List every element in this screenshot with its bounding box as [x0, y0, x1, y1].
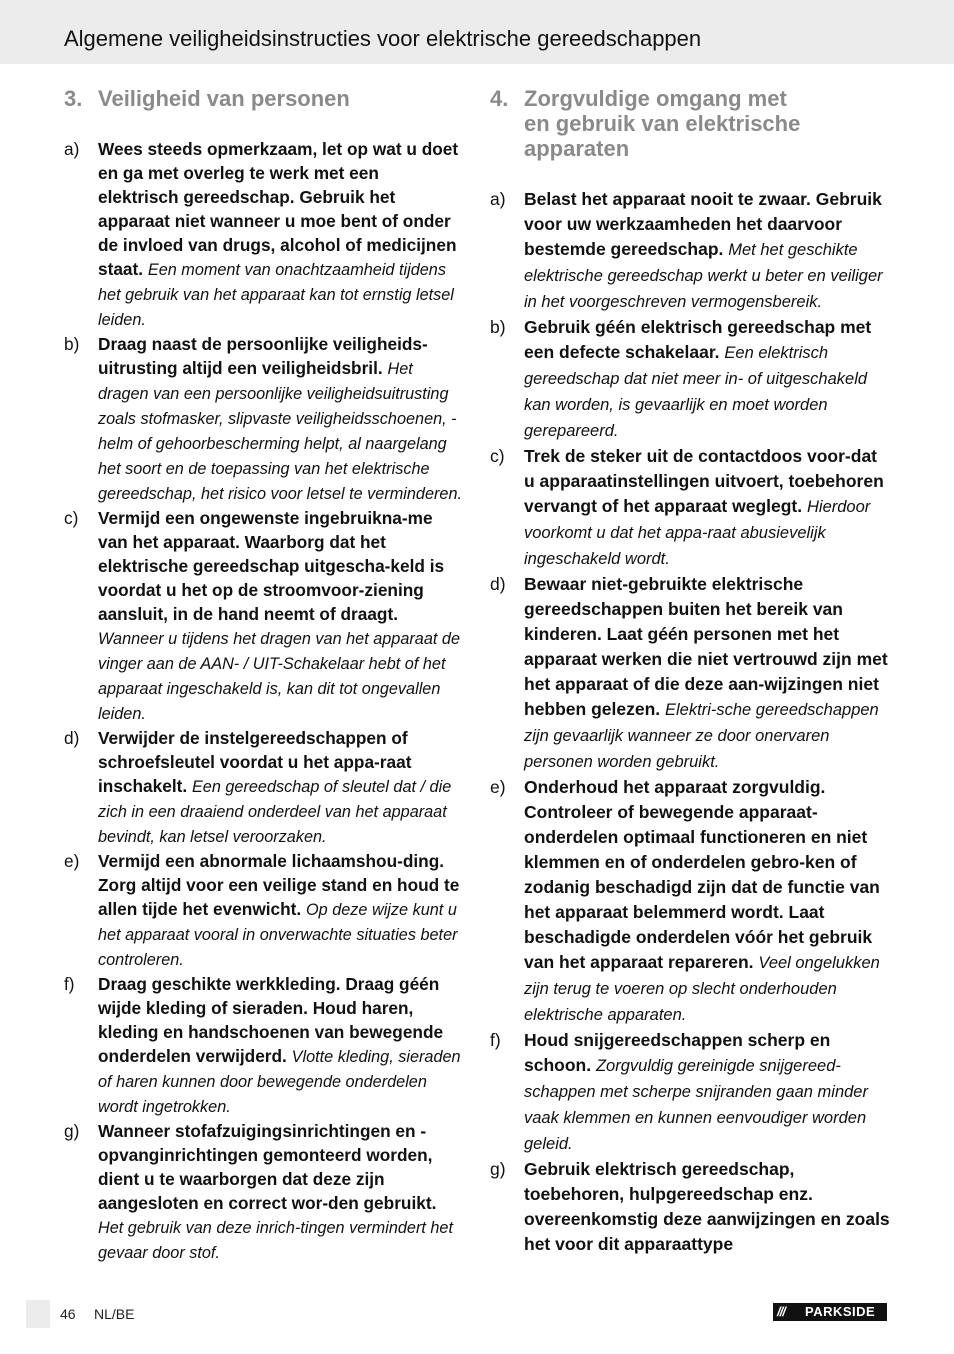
item-label: b) [64, 334, 80, 354]
item-label: e) [490, 777, 506, 797]
brand-logo [773, 1303, 887, 1321]
item-bold-text: Bewaar niet-gebruikte elektrische gereedschappen buiten het bereik van kinderen. Laat géén personen met het apparaat werken die niet vertrouwd zijn met het apparaat of die deze aan-wijzingen niet hebben gelezen. [524, 574, 888, 719]
list-item [490, 1028, 892, 1157]
item-bold-text: Houd snijgereedschappen scherp en schoon. [524, 1030, 831, 1075]
item-italic-text: Wanneer u tijdens het dragen van het apparaat de vinger aan de AAN- / UIT-Schakelaar hebt of het apparaat ingeschakeld is, kan dit tot ongevallen leiden. [98, 630, 460, 723]
right-column [490, 187, 892, 1258]
item-italic-text: Elektri-sche gereedschappen zijn gevaarlijk wanneer ze door onervaren personen worden gebruikt. [524, 701, 879, 771]
section-heading-personal-safety [64, 86, 434, 112]
item-label: b) [490, 317, 506, 337]
section-number: 4. [490, 86, 509, 111]
list-item [64, 972, 464, 1119]
item-bold-text: Trek de steker uit de contactdoos voor-dat u apparaatinstellingen uitvoert, toebehoren vervangt of het apparaat weglegt. [524, 446, 884, 516]
item-italic-text: Een elektrisch gereedschap dat niet meer in- of uitgeschakeld kan worden, is gevaarlijk en moet worden gerepareerd. [524, 344, 868, 440]
section-title: Zorgvuldige omgang met en gebruik van elektrische apparaten [524, 86, 801, 161]
item-label: c) [490, 446, 505, 466]
list-item [64, 332, 464, 506]
item-bold-text: Gebruik géén elektrisch gereedschap met een defecte schakelaar. [524, 317, 872, 362]
item-label: g) [64, 1121, 80, 1141]
locale-label: NL/BE [94, 1306, 135, 1322]
header-band [0, 0, 954, 64]
item-italic-text: Een gereedschap of sleutel dat / die zich in een draaiend onderdeel van het apparaat bevindt, kan letsel veroorzaken. [98, 778, 452, 846]
page-number: 46 [60, 1306, 76, 1322]
item-label: f) [490, 1030, 501, 1050]
item-italic-text: Het dragen van een persoonlijke veiligheidsuitrusting zoals stofmasker, slipvaste veiligheidsschoenen, -helm of gehoorbescherming helpt, al naargelang het soort en de toepassing van het elektrische gereedschap, het risico voor letsel te verminderen. [98, 360, 463, 503]
item-italic-text: Vlotte kleding, sieraden of haren kunnen door bewegende onderdelen wordt ingetrokken. [98, 1048, 461, 1116]
item-label: f) [64, 974, 75, 994]
item-label: a) [490, 189, 506, 209]
brand-name: PARKSIDE [805, 1304, 876, 1319]
item-bold-text: Wanneer stofafzuigingsinrichtingen en -opvanginrichtingen gemonteerd worden, dient u te waarborgen dat deze zijn aangesloten en correct wor-den gebruikt. [98, 1121, 437, 1213]
list-item [64, 506, 464, 726]
item-bold-text: Onderhoud het apparaat zorgvuldig. Controleer of bewegende apparaat-onderdelen optimaal functioneren en niet klemmen en of onderdelen gebro-ken of zodanig beschadigd zijn dat de functie van het apparaat belemmerd wordt. Laat beschadigde onderdelen vóór het gebruik van het apparaat repareren. [524, 777, 880, 972]
list-item [490, 444, 892, 572]
section-title: Veiligheid van personen [98, 86, 350, 111]
item-label: e) [64, 851, 80, 871]
item-label: g) [490, 1159, 506, 1179]
item-bold-text: Vermijd een abnormale lichaamshou-ding. Zorg altijd voor een veilige stand en houd te allen tijde het evenwicht. [98, 851, 460, 919]
item-bold-text: Wees steeds opmerkzaam, let op wat u doet en ga met overleg te werk met een elektrisch gereedschap. Gebruik het apparaat niet wanneer u moe bent of onder de invloed van drugs, alcohol of medicijnen staat. [98, 139, 459, 279]
list-item [490, 315, 892, 444]
footer-page-marker [26, 1300, 50, 1328]
list-item [64, 1119, 464, 1265]
item-italic-text: Het gebruik van deze inrich-tingen vermindert het gevaar door stof. [98, 1219, 453, 1262]
item-italic-text: Veel ongelukken zijn terug te voeren op slecht onderhouden elektrische apparaten. [524, 954, 880, 1024]
list-item [64, 726, 464, 849]
item-italic-text: Op deze wijze kunt u het apparaat vooral in onverwachte situaties beter controleren. [98, 901, 458, 969]
section-number: 3. [64, 86, 83, 111]
item-italic-text: Een moment van onachtzaamheid tijdens het gebruik van het apparaat kan tot ernstig letsel leiden. [98, 261, 454, 329]
item-bold-text: Draag naast de persoonlijke veiligheids-uitrusting altijd een veiligheidsbril. [98, 334, 428, 378]
list-item [490, 572, 892, 775]
item-bold-text: Vermijd een ongewenste ingebruikna-me van het apparaat. Waarborg dat het elektrische gereedschap uitgescha-keld is voordat u het op de stroomvoor-ziening aansluit, in de hand neemt of draagt. [98, 508, 445, 624]
item-italic-text: Zorgvuldig gereinigde snijgereed-schappen met scherpe snijranden gaan minder vaak klemmen en kunnen eenvoudiger worden geleid. [524, 1057, 868, 1153]
brand-slashes: /// [777, 1304, 785, 1319]
item-bold-text: Verwijder de instelgereedschappen of schroefsleutel voordat u het appa-raat inschakelt. [98, 728, 412, 796]
item-bold-text: Draag geschikte werkkleding. Draag géén wijde kleding of sieraden. Houd haren, kleding en handschoenen van bewegende onderdelen verwijderd. [98, 974, 444, 1066]
item-label: c) [64, 508, 79, 528]
list-item [64, 137, 464, 332]
page-title: Algemene veiligheidsinstructies voor elektrische gereedschappen [64, 26, 702, 51]
item-italic-text: Hierdoor voorkomt u dat het appa-raat abusievelijk ingeschakeld wordt. [524, 498, 871, 568]
item-bold-text: Belast het apparaat nooit te zwaar. Gebruik voor uw werkzaamheden het daarvoor bestemde gereedschap. [524, 189, 882, 259]
list-item [490, 775, 892, 1028]
list-item [490, 187, 892, 315]
item-label: a) [64, 139, 80, 159]
left-column [64, 137, 464, 1265]
item-label: d) [490, 574, 506, 594]
list-item [490, 1157, 892, 1258]
item-italic-text: Met het geschikte elektrische gereedschap werkt u beter en veiliger in het voorgeschreven vermogensbereik. [524, 241, 883, 311]
section-heading-careful-use [490, 86, 890, 162]
item-bold-text: Gebruik elektrisch gereedschap, toebehoren, hulpgereedschap enz. overeenkomstig deze aanwijzingen en zoals het voor dit apparaattype [524, 1159, 890, 1254]
list-item [64, 849, 464, 972]
item-label: d) [64, 728, 80, 748]
